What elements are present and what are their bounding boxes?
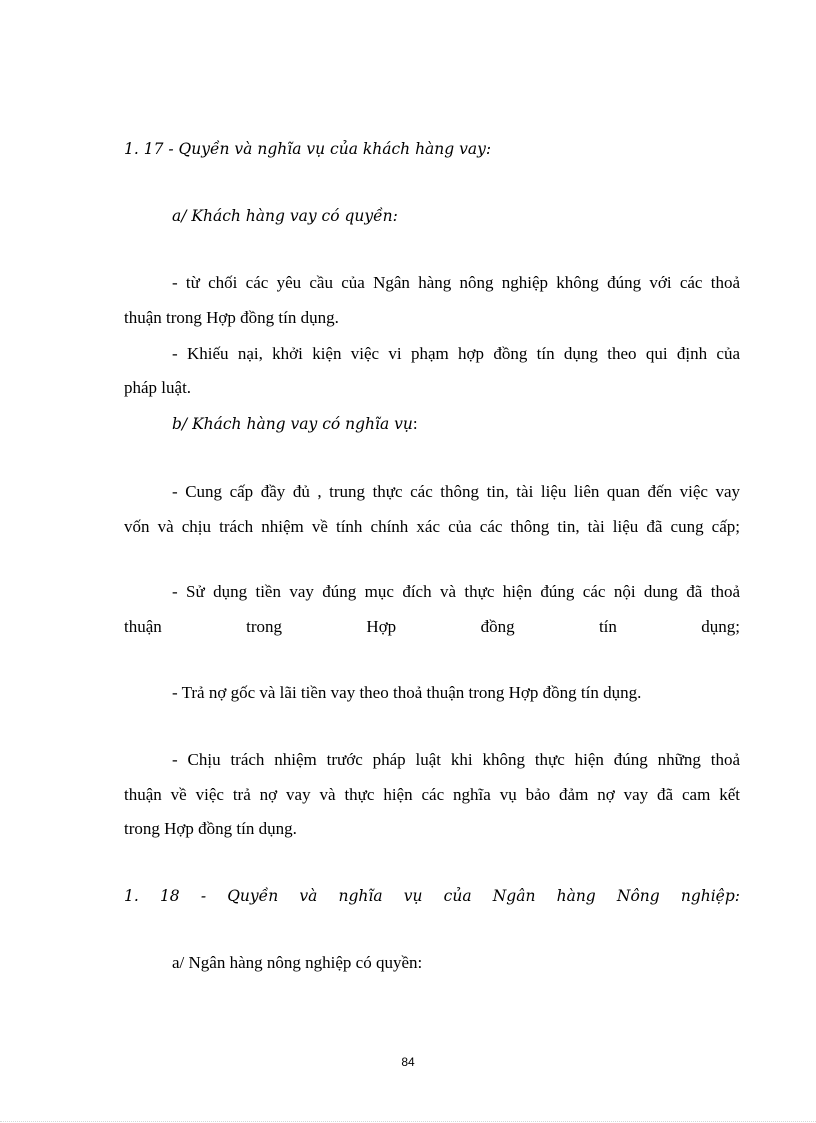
page-bottom-divider [0, 1121, 816, 1122]
a-item1-line2: thuận trong Hợp đồng tín dụng. [124, 308, 339, 327]
b-heading-colon: : [412, 414, 418, 433]
page-number: 84 [401, 1055, 415, 1069]
b-item4-line2: thuận về việc trả nợ vay và thực hiện các nghĩa vụ bảo đảm nợ vay đã cam kết [124, 785, 740, 804]
b-item2-line2: thuận trong Hợp đồng tín dụng; [124, 617, 740, 636]
b-item4-line3: trong Hợp đồng tín dụng. [124, 819, 297, 838]
section-1-17-b-heading [172, 414, 740, 434]
section-1-17-a-heading: a/ Khách hàng vay có quyền: [172, 207, 398, 225]
a-item1-line1: - từ chối các yêu cầu của Ngân hàng nông nghiệp không đúng với các thoả [172, 273, 740, 292]
b-item2-line1: - Sử dụng tiền vay đúng mục đích và thực hiện đúng các nội dung đã thoả [172, 582, 740, 601]
b-item1-line2: vốn và chịu trách nhiệm về tính chính xác của các thông tin, tài liệu đã cung cấp; [124, 517, 740, 536]
b-item4-line1: - Chịu trách nhiệm trước pháp luật khi không thực hiện đúng những thoả [172, 750, 740, 769]
section-1-18-heading: 1. 18 - Quyền và nghĩa vụ của Ngân hàng Nông nghiệp: [124, 887, 740, 905]
b-item3-line1: - Trả nợ gốc và lãi tiền vay theo thoả thuận trong Hợp đồng tín dụng. [172, 683, 642, 702]
section-1-17-heading: 1. 17 - Quyền và nghĩa vụ của khách hàng vay: [124, 140, 492, 158]
b-item1-line1: - Cung cấp đầy đủ , trung thực các thông tin, tài liệu liên quan đến việc vay [172, 482, 740, 501]
a-item2-line1: - Khiếu nại, khởi kiện việc vi phạm hợp đồng tín dụng theo qui định của [172, 344, 740, 363]
b-heading-text: b/ Khách hàng vay có nghĩa vụ [172, 415, 413, 433]
a-item2-line2: pháp luật. [124, 378, 192, 397]
section-1-18-a-heading: a/ Ngân hàng nông nghiệp có quyền: [172, 953, 423, 972]
